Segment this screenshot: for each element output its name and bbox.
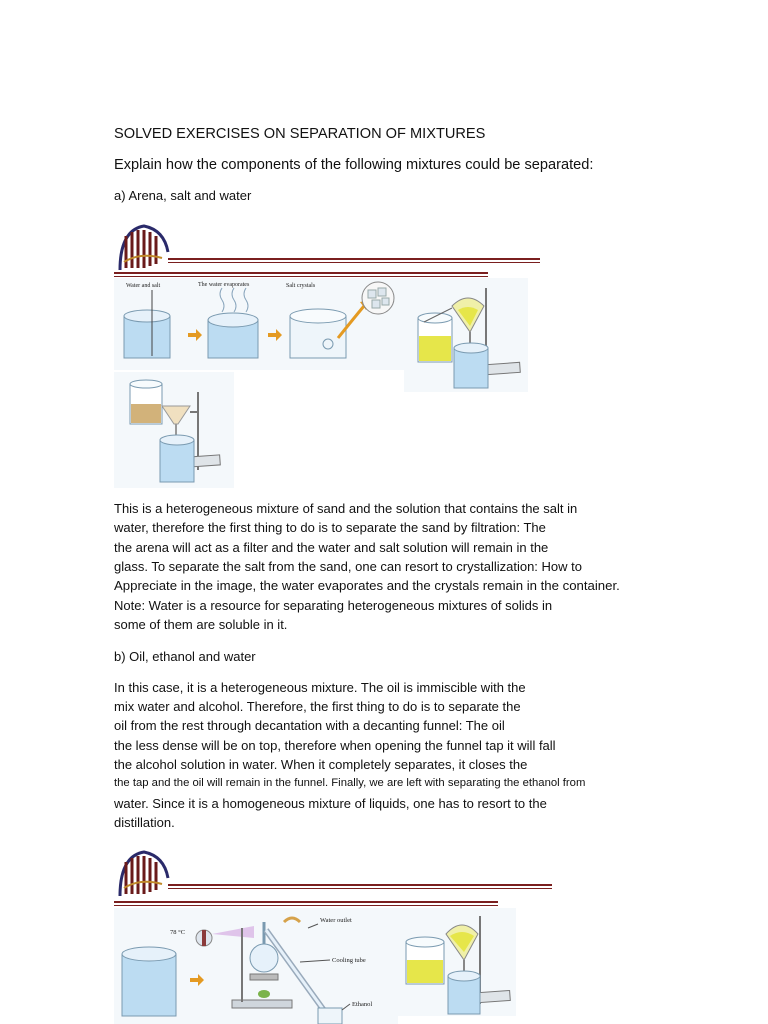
part-b-line: the less dense will be on top, therefore when opening the funnel tap it will fall bbox=[114, 738, 556, 753]
page-title: SOLVED EXERCISES ON SEPARATION OF MIXTURES bbox=[114, 126, 486, 142]
label-crystals: Salt crystals bbox=[286, 283, 316, 289]
divider-bottom-b bbox=[114, 901, 498, 903]
label-evaporates: The water evaporates bbox=[198, 282, 250, 288]
label-temp: 78 °C bbox=[170, 929, 186, 936]
divider-top-b-thin bbox=[168, 888, 552, 889]
part-b-line: In this case, it is a heterogeneous mixture. The oil is immiscible with the bbox=[114, 680, 526, 695]
part-a-line: Appreciate in the image, the water evaporates and the crystals remain in the container. bbox=[114, 578, 620, 593]
part-b-line: the alcohol solution in water. When it completely separates, it closes the bbox=[114, 757, 528, 772]
part-a-heading: a) Arena, salt and water bbox=[114, 188, 252, 203]
label-cooling: Cooling tube bbox=[332, 957, 366, 964]
label-outlet: Water outlet bbox=[320, 917, 352, 924]
logo-icon bbox=[114, 222, 174, 274]
intro-text: Explain how the components of the following mixtures could be separated: bbox=[114, 157, 594, 173]
part-b-line: distillation. bbox=[114, 815, 175, 830]
distillation-figure bbox=[114, 908, 398, 1024]
crystallization-figure bbox=[114, 278, 404, 370]
decanting-funnel-figure-a bbox=[404, 278, 528, 392]
divider-bottom-a-thin bbox=[114, 276, 488, 277]
part-a-line: Note: Water is a resource for separating heterogeneous mixtures of solids in bbox=[114, 598, 553, 613]
logo-icon bbox=[114, 848, 174, 900]
part-a-line: the arena will act as a filter and the water and salt solution will remain in the bbox=[114, 540, 549, 555]
divider-top-b bbox=[168, 884, 552, 886]
part-b-line: oil from the rest through decantation with a decanting funnel: The oil bbox=[114, 718, 505, 733]
part-a-line: some of them are soluble in it. bbox=[114, 617, 288, 632]
divider-bottom-b-thin bbox=[114, 905, 498, 906]
part-a-line: water, therefore the first thing to do is to separate the sand by filtration: The bbox=[114, 520, 546, 535]
part-a-line: glass. To separate the salt from the sand, one can resort to crystallization: How to bbox=[114, 559, 582, 574]
divider-top-a bbox=[168, 258, 540, 260]
divider-top-a-thin bbox=[168, 262, 540, 263]
divider-bottom-a bbox=[114, 272, 488, 274]
label-ethanol: Ethanol bbox=[352, 1001, 373, 1008]
decanting-funnel-figure-b bbox=[398, 908, 516, 1016]
filtration-figure bbox=[114, 372, 234, 488]
label-water-salt: Water and salt bbox=[126, 283, 161, 289]
part-b-line: water. Since it is a homogeneous mixture of liquids, one has to resort to the bbox=[114, 796, 547, 811]
part-b-heading: b) Oil, ethanol and water bbox=[114, 649, 256, 664]
part-a-line: This is a heterogeneous mixture of sand and the solution that contains the salt in bbox=[114, 501, 578, 516]
part-b-line: the tap and the oil will remain in the funnel. Finally, we are left with separating the ethanol from bbox=[114, 777, 586, 789]
part-b-line: mix water and alcohol. Therefore, the first thing to do is to separate the bbox=[114, 699, 521, 714]
